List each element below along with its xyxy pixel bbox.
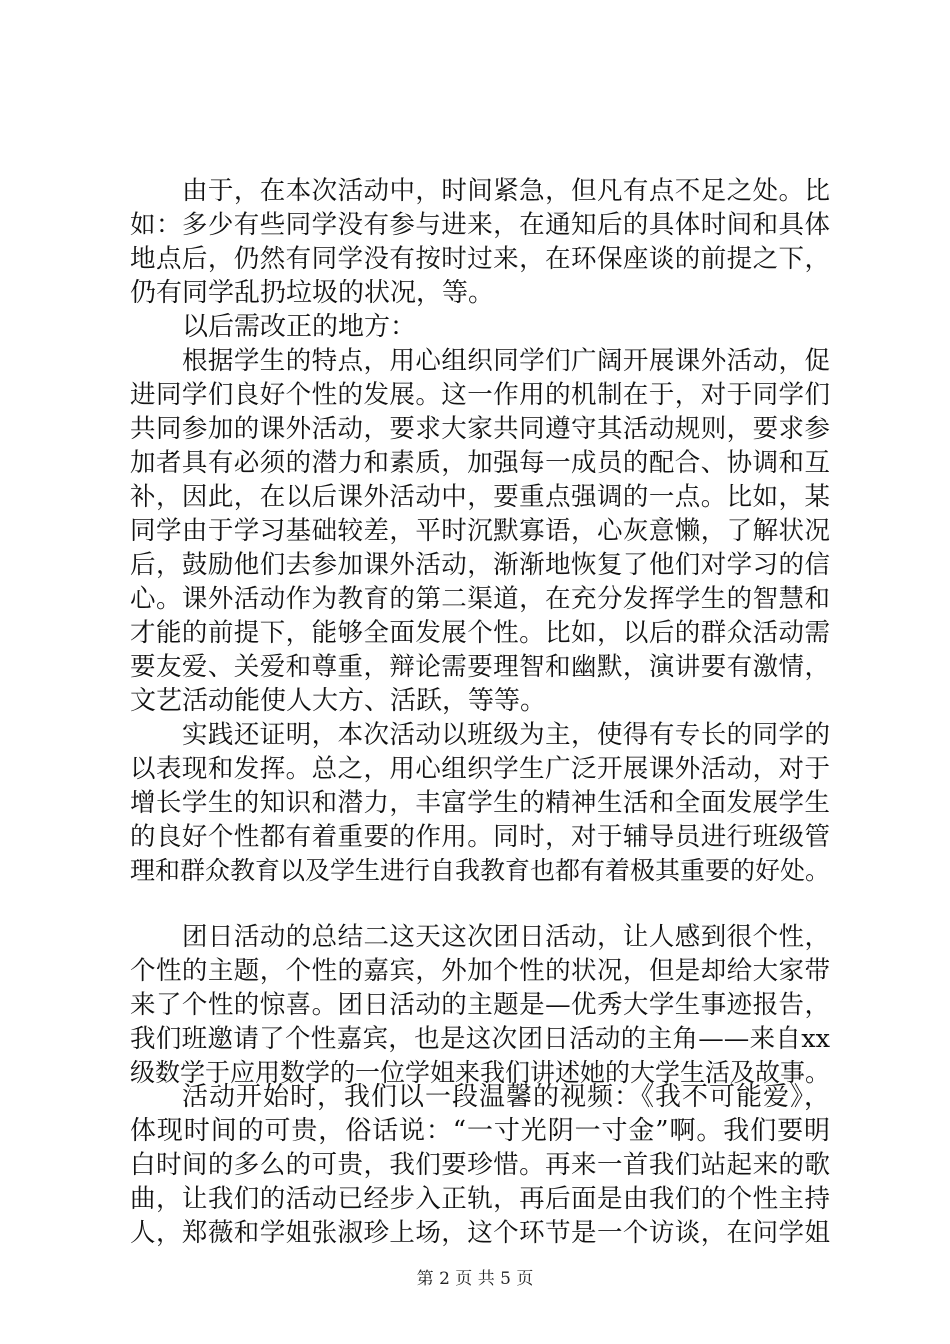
paragraph-5-line-4: 我们班邀请了个性嘉宾，也是这次团日活动的主角——来自xx xyxy=(130,1024,830,1054)
paragraph-5-line-3: 来了个性的惊喜。团日活动的主题是—优秀大学生事迹报告， xyxy=(130,990,830,1020)
paragraph-3-line-4: 加者具有必须的潜力和素质，加强每一成员的配合、协调和互 xyxy=(130,448,830,478)
paragraph-1-line-4: 仍有同学乱扔垃圾的状况，等。 xyxy=(130,278,495,308)
paragraph-3-line-6: 同学由于学习基础较差，平时沉默寡语，心灰意懒，了解状况 xyxy=(130,516,830,546)
paragraph-3-line-9: 才能的前提下，能够全面发展个性。比如，以后的群众活动需 xyxy=(130,618,830,648)
paragraph-5-line-1: 团日活动的总结二这天这次团日活动，让人感到很个性， xyxy=(182,922,830,952)
paragraph-1-line-1: 由于，在本次活动中，时间紧急，但凡有点不足之处。比 xyxy=(182,176,830,206)
paragraph-1-line-2: 如：多少有些同学没有参与进来，在通知后的具体时间和具体 xyxy=(130,210,830,240)
paragraph-6-line-4: 曲，让我们的活动已经步入正轨，再后面是由我们的个性主持 xyxy=(130,1184,830,1214)
paragraph-4-line-2: 以表现和发挥。总之，用心组织学生广泛开展课外活动，对于 xyxy=(130,754,830,784)
paragraph-2-line-1: 以后需改正的地方： xyxy=(182,312,417,342)
paragraph-4-line-1: 实践还证明，本次活动以班级为主，使得有专长的同学的 xyxy=(182,720,830,750)
paragraph-6-line-5: 人，郑薇和学姐张淑珍上场，这个环节是一个访谈，在问学姐 xyxy=(130,1218,830,1248)
paragraph-4-line-5: 理和群众教育以及学生进行自我教育也都有着极其重要的好处。 xyxy=(130,856,831,885)
paragraph-6-line-2: 体现时间的可贵，俗话说：“一寸光阴一寸金”啊。我们要明 xyxy=(130,1116,830,1146)
paragraph-4-line-3: 增长学生的知识和潜力，丰富学生的精神生活和全面发展学生 xyxy=(130,788,830,818)
paragraph-3-line-11: 文艺活动能使人大方、活跃，等等。 xyxy=(130,686,547,716)
paragraph-5-line-5: 级数学于应用数学的一位学姐来我们讲述她的大学生活及故事。 xyxy=(130,1058,831,1087)
page-number-footer: 第 2 页 共 5 页 xyxy=(416,1269,534,1289)
paragraph-3-line-2: 进同学们良好个性的发展。这一作用的机制在于，对于同学们 xyxy=(130,380,830,410)
paragraph-3-line-10: 要友爱、关爱和尊重，辩论需要理智和幽默，演讲要有激情， xyxy=(130,652,830,682)
paragraph-3-line-1: 根据学生的特点，用心组织同学们广阔开展课外活动，促 xyxy=(182,346,830,376)
paragraph-6-line-3: 白时间的多么的可贵，我们要珍惜。再来一首我们站起来的歌 xyxy=(130,1150,830,1180)
paragraph-6-line-1: 活动开始时，我们以一段温馨的视频：《我不可能爱》， xyxy=(182,1082,830,1112)
paragraph-4-line-4: 的良好个性都有着重要的作用。同时，对于辅导员进行班级管 xyxy=(130,822,830,852)
paragraph-3-line-8: 心。课外活动作为教育的第二渠道，在充分发挥学生的智慧和 xyxy=(130,584,830,614)
paragraph-1-line-3: 地点后，仍然有同学没有按时过来，在环保座谈的前提之下， xyxy=(130,244,830,274)
paragraph-3-line-7: 后，鼓励他们去参加课外活动，渐渐地恢复了他们对学习的信 xyxy=(130,550,830,580)
paragraph-5-line-2: 个性的主题，个性的嘉宾，外加个性的状况，但是却给大家带 xyxy=(130,956,830,986)
paragraph-3-line-3: 共同参加的课外活动，要求大家共同遵守其活动规则，要求参 xyxy=(130,414,830,444)
paragraph-3-line-5: 补，因此，在以后课外活动中，要重点强调的一点。比如，某 xyxy=(130,482,830,512)
